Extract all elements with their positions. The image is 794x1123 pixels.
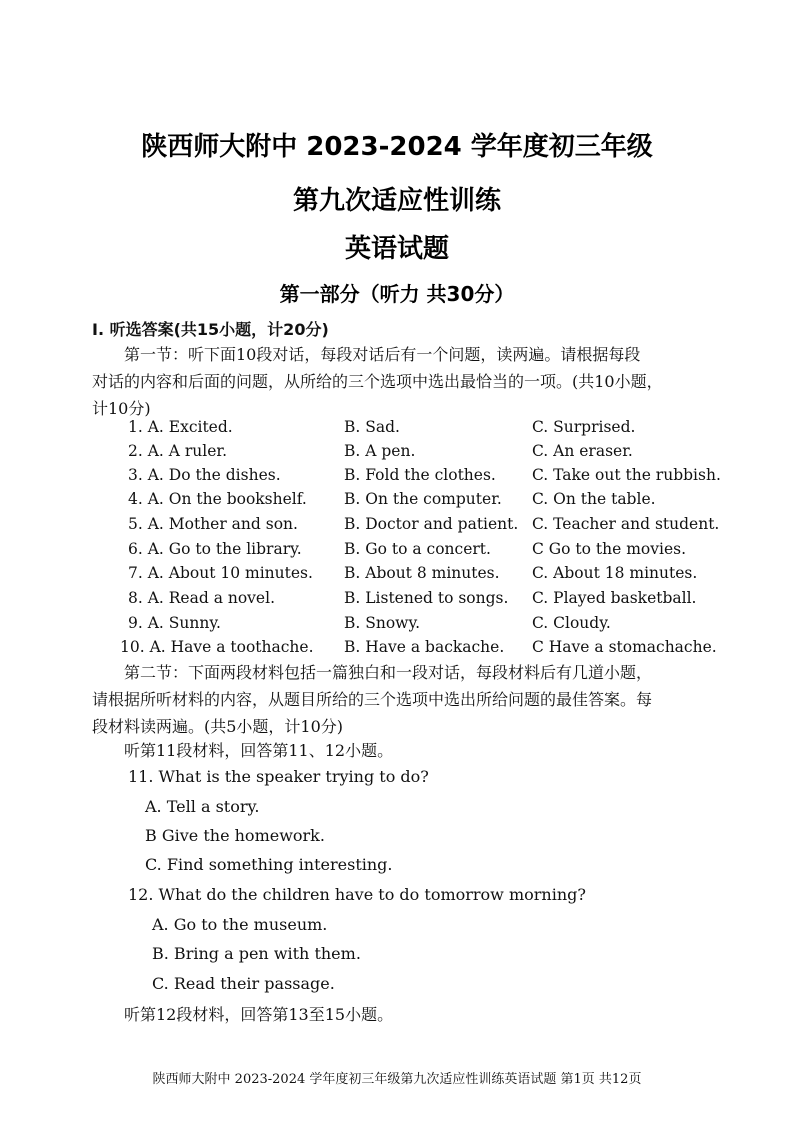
option-c: C. Teacher and student. [532, 515, 720, 533]
subject-title: 英语试题 [344, 234, 449, 264]
option-b: B. Sad. [344, 418, 400, 436]
option-c: C. On the table. [532, 490, 656, 508]
option-b: B. Have a backache. [344, 638, 505, 656]
q12-option-a: A. Go to the museum. [152, 915, 328, 934]
option-b: B. About 8 minutes. [344, 564, 500, 582]
option-a: 8. A. Read a novel. [128, 589, 275, 607]
option-a: 2. A. A ruler. [128, 442, 228, 460]
option-a: 4. A. On the bookshelf. [128, 490, 307, 508]
section2-instructions [92, 659, 652, 740]
instruction-line: 计10分) [92, 399, 151, 418]
option-c: C Go to the movies. [532, 540, 687, 558]
material-11-note: 听第11段材料，回答第11、12小题。 [124, 741, 394, 760]
option-c: C. About 18 minutes. [532, 564, 698, 582]
part-title: 第一部分（听力 共30分） [279, 282, 515, 306]
option-a: 1. A. Excited. [128, 418, 233, 436]
question-12: 12. What do the children have to do tomorrow morning? [128, 885, 586, 904]
q12-option-b: B. Bring a pen with them. [152, 944, 361, 963]
option-b: B. Snowy. [344, 614, 421, 632]
option-c: C. Cloudy. [532, 614, 611, 632]
q11-option-a: A. Tell a story. [145, 797, 260, 816]
q12-option-c: C. Read their passage. [152, 974, 335, 993]
option-a: 10. A. Have a toothache. [120, 638, 314, 656]
option-a: 6. A. Go to the library. [128, 540, 302, 558]
option-a: 3. A. Do the dishes. [128, 466, 281, 484]
question-11: 11. What is the speaker trying to do? [128, 767, 429, 786]
option-b: B. On the computer. [344, 490, 502, 508]
instruction-line: 请根据所听材料的内容，从题目所给的三个选项中选出所给问题的最佳答案。每 [92, 690, 653, 709]
section-heading: I. 听选答案(共15小题，计20分) [92, 320, 329, 339]
q11-option-b: B Give the homework. [145, 826, 325, 845]
option-b: B. Listened to songs. [344, 589, 509, 607]
exam-subtitle: 第九次适应性训练 [292, 186, 501, 216]
option-c: C. Surprised. [532, 418, 636, 436]
instruction-line: 第一节：听下面10段对话，每段对话后有一个问题，读两遍。请根据每段 [124, 345, 641, 364]
option-b: B. Doctor and patient. [344, 515, 519, 533]
option-b: B. A pen. [344, 442, 416, 460]
section1-instructions [92, 341, 663, 422]
option-b: B. Go to a concert. [344, 540, 491, 558]
option-c: C Have a stomachache. [532, 638, 717, 656]
option-b: B. Fold the clothes. [344, 466, 496, 484]
school-title: 陕西师大附中 2023-2024 学年度初三年级 [141, 132, 653, 162]
instruction-line: 第二节：下面两段材料包括一篇独白和一段对话，每段材料后有几道小题， [124, 663, 653, 682]
q11-option-c: C. Find something interesting. [145, 855, 393, 874]
option-a: 5. A. Mother and son. [128, 515, 298, 533]
instruction-line: 段材料读两遍。(共5小题，计10分) [92, 717, 344, 736]
option-c: C. Take out the rubbish. [532, 466, 721, 484]
option-a: 9. A. Sunny. [128, 614, 221, 632]
option-a: 7. A. About 10 minutes. [128, 564, 313, 582]
page-footer: 陕西师大附中 2023-2024 学年度初三年级第九次适应性训练英语试题 第1页 共12页 [152, 1072, 642, 1087]
option-c: C. An eraser. [532, 442, 633, 460]
option-c: C. Played basketball. [532, 589, 697, 607]
material-12-note: 听第12段材料，回答第13至15小题。 [124, 1005, 394, 1024]
instruction-line: 对话的内容和后面的问题，从所给的三个选项中选出最恰当的一项。(共10小题， [92, 372, 663, 391]
